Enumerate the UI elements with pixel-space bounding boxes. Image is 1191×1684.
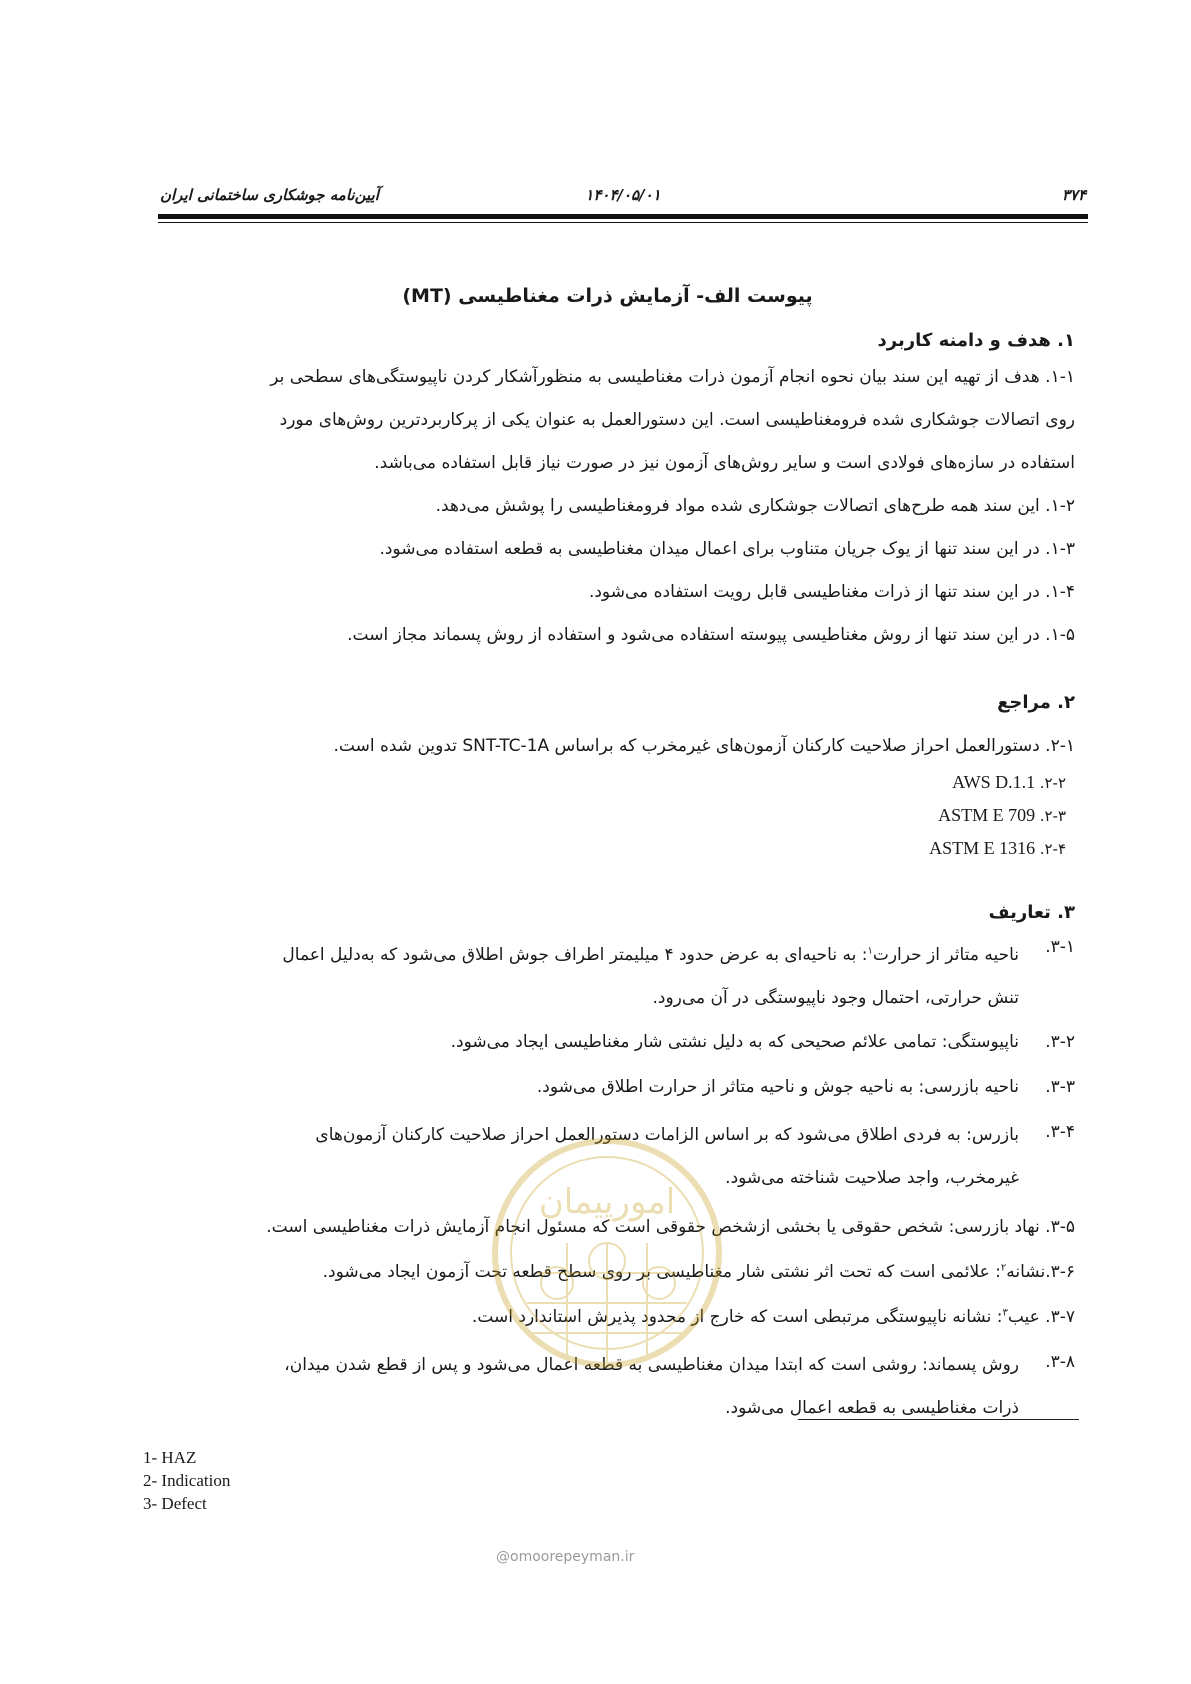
footnote-rule (798, 1419, 1079, 1420)
section2-heading: ۲. مراجع (997, 692, 1075, 713)
footnote-marker: ۲ (1000, 1262, 1007, 1274)
definition-number: ۳-۱. (1045, 937, 1075, 957)
section1-para1-line: روی اتصالات جوشکاری شده فرومغناطیسی است. این دستورالعمل به عنوان یکی از پرکاربردترین روش‌های مورد (279, 410, 1075, 430)
reference-number: ۲-۲. (1039, 774, 1066, 792)
header-date: ۱۴۰۴/۰۵/۰۱ (585, 186, 661, 204)
definition-text: : علائمی است که تحت اثر نشتی شار مغناطیسی بر روی سطح قطعه تحت آزمون ایجاد می‌شود. (322, 1262, 1001, 1282)
section1-item: ۱-۲. این سند همه طرح‌های اتصالات جوشکاری شده مواد فرومغناطیسی را پوشش می‌دهد. (435, 496, 1075, 516)
definition-number: ۳-۸. (1045, 1352, 1075, 1372)
section1-item: ۱-۴. در این سند تنها از ذرات مغناطیسی قابل رویت استفاده می‌شود. (588, 582, 1075, 602)
reference-number: ۲-۴. (1039, 840, 1066, 858)
watermark-site: @omoorepeyman.ir (496, 1549, 635, 1565)
reference-item (952, 772, 1066, 793)
definition-line: غیرمخرب، واجد صلاحیت شناخته می‌شود. (725, 1168, 1019, 1188)
footnote: 2- Indication (143, 1471, 231, 1490)
definition-line (141, 929, 1019, 977)
section1-item: ۱-۳. در این سند تنها از یوک جریان متناوب برای اعمال میدان مغناطیسی به قطعه استفاده می‌شود. (379, 539, 1075, 559)
watermark-logo-icon (487, 1133, 727, 1388)
definition-label: ۳-۷. عیب (1007, 1307, 1075, 1327)
header-rule-thick (158, 214, 1088, 219)
footnote: 1- HAZ (143, 1448, 197, 1467)
definition-inspection-body: ۳-۵. نهاد بازرسی: شخص حقوقی یا بخشی ازشخص حقوقی است که مسئول انجام آزمایش ذرات مغناطیسی است. (266, 1217, 1075, 1237)
reference-text: AWS D.1.1 (952, 772, 1036, 792)
reference-text: ASTM E 709 (938, 805, 1036, 825)
section3-heading: ۳. تعاریف (988, 902, 1075, 923)
definition-number: ۳-۳. (1045, 1077, 1075, 1097)
header-book-title: آیین‌نامه جوشکاری ساختمانی ایران (160, 186, 379, 204)
definition-label: ۳-۶.نشانه (1006, 1262, 1075, 1282)
definition-inspection-zone: ناحیه بازرسی: به ناحیه جوش و ناحیه متاثر از حرارت اطلاق می‌شود. (536, 1077, 1019, 1097)
definition-text: : نشانه ناپیوستگی مرتبطی است که خارج از محدود پذیرش استاندارد است. (471, 1307, 1003, 1327)
reference-item (938, 805, 1066, 826)
footnote-marker: ۱ (867, 945, 873, 956)
reference-item (929, 838, 1066, 859)
definition-discontinuity: ناپیوستگی: تمامی علائم صحیحی که به دلیل نشتی شار مغناطیسی ایجاد می‌شود. (450, 1032, 1019, 1052)
definition-line: تنش حرارتی، احتمال وجود ناپیوستگی در آن می‌رود. (652, 987, 1019, 1008)
definition-line: بازرس: به فردی اطلاق می‌شود که بر اساس الزامات دستورالعمل احراز صلاحیت کارکنان آزمون‌های (315, 1125, 1019, 1145)
definition-line: ذرات مغناطیسی به قطعه اعمال می‌شود. (725, 1398, 1019, 1418)
definition-text: ناحیه متاثر از حرارت$^۱$: به ناحیه‌ای به عرض حدود ۴ میلیمتر اطراف جوش اطلاق می‌شود که به‌دلیل اعمال (282, 944, 1019, 965)
section1-heading: ۱. هدف و دامنه کاربرد (877, 330, 1075, 351)
page-number: ۳۷۴ (1061, 186, 1086, 204)
section1-para1-line: استفاده در سازه‌های فولادی است و سایر روش‌های آزمون نیز در صورت نیاز قابل استفاده می‌باشد. (374, 453, 1075, 473)
header-rule-thin (158, 222, 1088, 223)
reference-text: ASTM E 1316 (929, 838, 1036, 858)
footnote-marker: ۳ (1002, 1307, 1008, 1319)
section1-para1-line: ۱-۱. هدف از تهیه این سند بیان نحوه انجام آزمون ذرات مغناطیسی به منظورآشکار کردن ناپیوستگی‌های سطحی بر (270, 367, 1075, 387)
definition-line: روش پسماند: روشی است که ابتدا میدان مغناطیسی به قطعه اعمال می‌شود و پس از قطع شدن میدان، (284, 1355, 1019, 1375)
section1-para1 (140, 356, 1075, 485)
reference-number: ۲-۳. (1039, 807, 1066, 825)
section1-item: ۱-۵. در این سند تنها از روش مغناطیسی پیوسته استفاده می‌شود و استفاده از روش پسماند مجاز است. (347, 625, 1075, 645)
definition-hazard-zone (141, 929, 1019, 1020)
section2-item1: ۲-۱. دستورالعمل احراز صلاحیت کارکنان آزمون‌های غیرمخرب که براساس SNT-TC-1A تدوین شده است. (333, 736, 1075, 756)
definition-number: ۳-۲. (1045, 1032, 1075, 1052)
definition-number: ۳-۴. (1045, 1122, 1075, 1142)
appendix-title: پیوست الف- آزمایش ذرات مغناطیسی (MT) (402, 285, 813, 307)
running-header (160, 186, 1086, 210)
watermark-logo-text: امورپیمان (538, 1182, 676, 1222)
footnote: 3- Defect (143, 1494, 207, 1513)
